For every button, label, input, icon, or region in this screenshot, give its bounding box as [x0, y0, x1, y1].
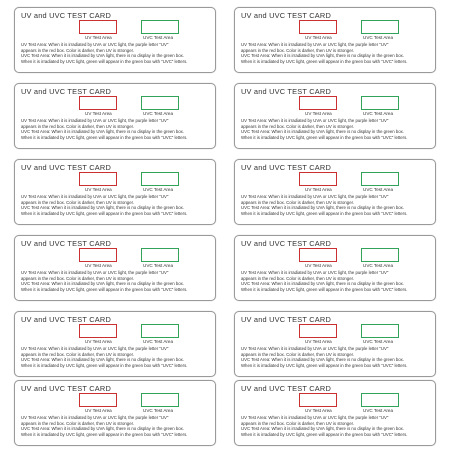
instruction-line: UV Test Area: When it is irradiated by UVA or UVC light, the purple letter "UV": [21, 194, 169, 199]
instruction-line: appears in the red box. Color is darker, then UV is stronger.: [241, 351, 354, 357]
uv-test-area-box: [79, 393, 117, 407]
uv-test-area-box: [299, 324, 337, 338]
uv-test-area-box: [79, 324, 117, 338]
card-title: UV and UVC TEST CARD: [21, 163, 111, 172]
instruction-line: When it is irradiated by UVC light, green will appear in the green box with "UVC" letters.: [21, 431, 188, 437]
uv-test-card: [234, 7, 436, 73]
card-instructions: [241, 118, 433, 140]
uvc-test-area-label: UVC Test Area: [363, 263, 394, 268]
uv-test-card: [234, 311, 436, 377]
instruction-line: appears in the red box. Color is darker, then UV is stronger.: [241, 47, 354, 53]
uv-test-card: [14, 159, 216, 225]
uv-test-area-box: [299, 248, 337, 262]
uvc-test-area-box: [361, 20, 399, 34]
card-instructions: [241, 346, 433, 368]
instruction-line: When it is irradiated by UVC light, green will appear in the green box with "UVC" letters.: [241, 431, 408, 437]
uvc-test-area-label: UVC Test Area: [363, 111, 394, 116]
instruction-line: appears in the red box. Color is darker, then UV is stronger.: [21, 351, 134, 357]
uv-test-card: [14, 7, 216, 73]
uv-test-area-label: UV Test Area: [85, 408, 112, 413]
instruction-line: UVC Test Area: When it is irradiated by UVA light, there is no display in the green box.: [21, 205, 184, 211]
uv-test-area-label: UV Test Area: [305, 35, 332, 40]
uvc-test-area-box: [361, 96, 399, 110]
instruction-line: UVC Test Area: When it is irradiated by UVA light, there is no display in the green box.: [21, 426, 184, 432]
instruction-line: When it is irradiated by UVC light, green will appear in the green box with "UVC" letters.: [21, 210, 188, 216]
instruction-line: UV Test Area: When it is irradiated by UVA or UVC light, the purple letter "UV": [241, 415, 389, 420]
instruction-line: When it is irradiated by UVC light, green will appear in the green box with "UVC" letters.: [241, 58, 408, 64]
instruction-line: UV Test Area: When it is irradiated by UVA or UVC light, the purple letter "UV": [241, 270, 389, 275]
instruction-line: appears in the red box. Color is darker, then UV is stronger.: [21, 123, 134, 129]
uvc-test-area-box: [141, 248, 179, 262]
uvc-test-area-label: UVC Test Area: [143, 263, 174, 268]
instruction-line: appears in the red box. Color is darker, then UV is stronger.: [21, 275, 134, 281]
instruction-line: UV Test Area: When it is irradiated by UVA or UVC light, the purple letter "UV": [21, 415, 169, 420]
uv-test-area-label: UV Test Area: [85, 111, 112, 116]
instruction-line: UV Test Area: When it is irradiated by UVA or UVC light, the purple letter "UV": [241, 346, 389, 351]
instruction-line: When it is irradiated by UVC light, green will appear in the green box with "UVC" letters.: [21, 134, 188, 140]
instruction-line: UVC Test Area: When it is irradiated by UVA light, there is no display in the green box.: [21, 53, 184, 59]
card-title: UV and UVC TEST CARD: [241, 11, 331, 20]
uv-test-area-label: UV Test Area: [305, 339, 332, 344]
uvc-test-area-label: UVC Test Area: [143, 339, 174, 344]
instruction-line: When it is irradiated by UVC light, green will appear in the green box with "UVC" letters.: [21, 58, 188, 64]
uvc-test-area-box: [361, 393, 399, 407]
card-title: UV and UVC TEST CARD: [241, 315, 331, 324]
uvc-test-area-label: UVC Test Area: [363, 408, 394, 413]
instruction-line: appears in the red box. Color is darker, then UV is stronger.: [21, 420, 134, 426]
uv-test-area-box: [299, 393, 337, 407]
uv-test-area-box: [79, 96, 117, 110]
uv-test-area-label: UV Test Area: [85, 263, 112, 268]
card-instructions: [241, 42, 433, 64]
instruction-line: UV Test Area: When it is irradiated by UVA or UVC light, the purple letter "UV": [241, 42, 389, 47]
card-title: UV and UVC TEST CARD: [241, 384, 331, 393]
uvc-test-area-box: [361, 172, 399, 186]
card-instructions: [241, 415, 433, 437]
uv-test-card: [234, 159, 436, 225]
uvc-test-area-label: UVC Test Area: [363, 35, 394, 40]
uv-test-area-label: UV Test Area: [305, 111, 332, 116]
uv-test-card: [14, 311, 216, 377]
card-instructions: [21, 346, 213, 368]
uv-test-area-label: UV Test Area: [85, 187, 112, 192]
instruction-line: appears in the red box. Color is darker, then UV is stronger.: [241, 123, 354, 129]
instruction-line: UV Test Area: When it is irradiated by UVA or UVC light, the purple letter "UV": [21, 118, 169, 123]
instruction-line: When it is irradiated by UVC light, green will appear in the green box with "UVC" letters.: [21, 362, 188, 368]
instruction-line: When it is irradiated by UVC light, green will appear in the green box with "UVC" letters.: [241, 210, 408, 216]
instruction-line: UVC Test Area: When it is irradiated by UVA light, there is no display in the green box.: [241, 205, 404, 211]
uvc-test-area-label: UVC Test Area: [143, 35, 174, 40]
uv-test-area-box: [79, 20, 117, 34]
card-title: UV and UVC TEST CARD: [21, 384, 111, 393]
uvc-test-area-box: [141, 393, 179, 407]
card-instructions: [21, 118, 213, 140]
uvc-test-area-box: [141, 324, 179, 338]
instruction-line: UVC Test Area: When it is irradiated by UVA light, there is no display in the green box.: [241, 426, 404, 432]
instruction-line: appears in the red box. Color is darker, then UV is stronger.: [21, 199, 134, 205]
instruction-line: appears in the red box. Color is darker, then UV is stronger.: [241, 275, 354, 281]
card-instructions: [241, 270, 433, 292]
uv-test-card: [14, 380, 216, 446]
instruction-line: When it is irradiated by UVC light, green will appear in the green box with "UVC" letters.: [241, 134, 408, 140]
uv-test-area-label: UV Test Area: [305, 263, 332, 268]
instruction-line: UV Test Area: When it is irradiated by UVA or UVC light, the purple letter "UV": [241, 118, 389, 123]
instruction-line: appears in the red box. Color is darker, then UV is stronger.: [21, 47, 134, 53]
uvc-test-area-label: UVC Test Area: [363, 187, 394, 192]
uv-test-card: [234, 380, 436, 446]
instruction-line: When it is irradiated by UVC light, green will appear in the green box with "UVC" letters.: [241, 286, 408, 292]
uv-test-area-box: [79, 172, 117, 186]
uvc-test-area-label: UVC Test Area: [363, 339, 394, 344]
instruction-line: UV Test Area: When it is irradiated by UVA or UVC light, the purple letter "UV": [241, 194, 389, 199]
uv-test-area-label: UV Test Area: [85, 339, 112, 344]
uv-test-card: [234, 83, 436, 149]
uv-test-area-label: UV Test Area: [85, 35, 112, 40]
instruction-line: UVC Test Area: When it is irradiated by UVA light, there is no display in the green box.: [241, 129, 404, 135]
card-title: UV and UVC TEST CARD: [21, 11, 111, 20]
card-instructions: [21, 270, 213, 292]
instruction-line: UVC Test Area: When it is irradiated by UVA light, there is no display in the green box.: [21, 357, 184, 363]
instruction-line: appears in the red box. Color is darker, then UV is stronger.: [241, 420, 354, 426]
card-title: UV and UVC TEST CARD: [241, 239, 331, 248]
instruction-line: appears in the red box. Color is darker, then UV is stronger.: [241, 199, 354, 205]
instruction-line: UVC Test Area: When it is irradiated by UVA light, there is no display in the green box.: [241, 281, 404, 287]
card-instructions: [21, 415, 213, 437]
instruction-line: UV Test Area: When it is irradiated by UVA or UVC light, the purple letter "UV": [21, 42, 169, 47]
card-instructions: [241, 194, 433, 216]
uv-test-area-box: [299, 96, 337, 110]
instruction-line: UV Test Area: When it is irradiated by UVA or UVC light, the purple letter "UV": [21, 346, 169, 351]
instruction-line: When it is irradiated by UVC light, green will appear in the green box with "UVC" letters.: [241, 362, 408, 368]
uvc-test-area-box: [141, 20, 179, 34]
card-title: UV and UVC TEST CARD: [21, 239, 111, 248]
card-title: UV and UVC TEST CARD: [21, 315, 111, 324]
uvc-test-area-label: UVC Test Area: [143, 111, 174, 116]
uv-test-area-label: UV Test Area: [305, 408, 332, 413]
instruction-line: UVC Test Area: When it is irradiated by UVA light, there is no display in the green box.: [241, 53, 404, 59]
card-title: UV and UVC TEST CARD: [21, 87, 111, 96]
uvc-test-area-box: [141, 172, 179, 186]
card-instructions: [21, 42, 213, 64]
uv-test-area-box: [79, 248, 117, 262]
card-instructions: [21, 194, 213, 216]
uv-test-area-box: [299, 172, 337, 186]
uv-test-card: [14, 83, 216, 149]
instruction-line: When it is irradiated by UVC light, green will appear in the green box with "UVC" letters.: [21, 286, 188, 292]
instruction-line: UVC Test Area: When it is irradiated by UVA light, there is no display in the green box.: [21, 281, 184, 287]
uv-test-card: [234, 235, 436, 301]
card-title: UV and UVC TEST CARD: [241, 87, 331, 96]
uv-test-area-box: [299, 20, 337, 34]
uvc-test-area-label: UVC Test Area: [143, 408, 174, 413]
uvc-test-area-box: [361, 248, 399, 262]
card-title: UV and UVC TEST CARD: [241, 163, 331, 172]
uvc-test-area-label: UVC Test Area: [143, 187, 174, 192]
uv-test-card: [14, 235, 216, 301]
instruction-line: UV Test Area: When it is irradiated by UVA or UVC light, the purple letter "UV": [21, 270, 169, 275]
uvc-test-area-box: [361, 324, 399, 338]
uvc-test-area-box: [141, 96, 179, 110]
instruction-line: UVC Test Area: When it is irradiated by UVA light, there is no display in the green box.: [21, 129, 184, 135]
uv-test-area-label: UV Test Area: [305, 187, 332, 192]
instruction-line: UVC Test Area: When it is irradiated by UVA light, there is no display in the green box.: [241, 357, 404, 363]
